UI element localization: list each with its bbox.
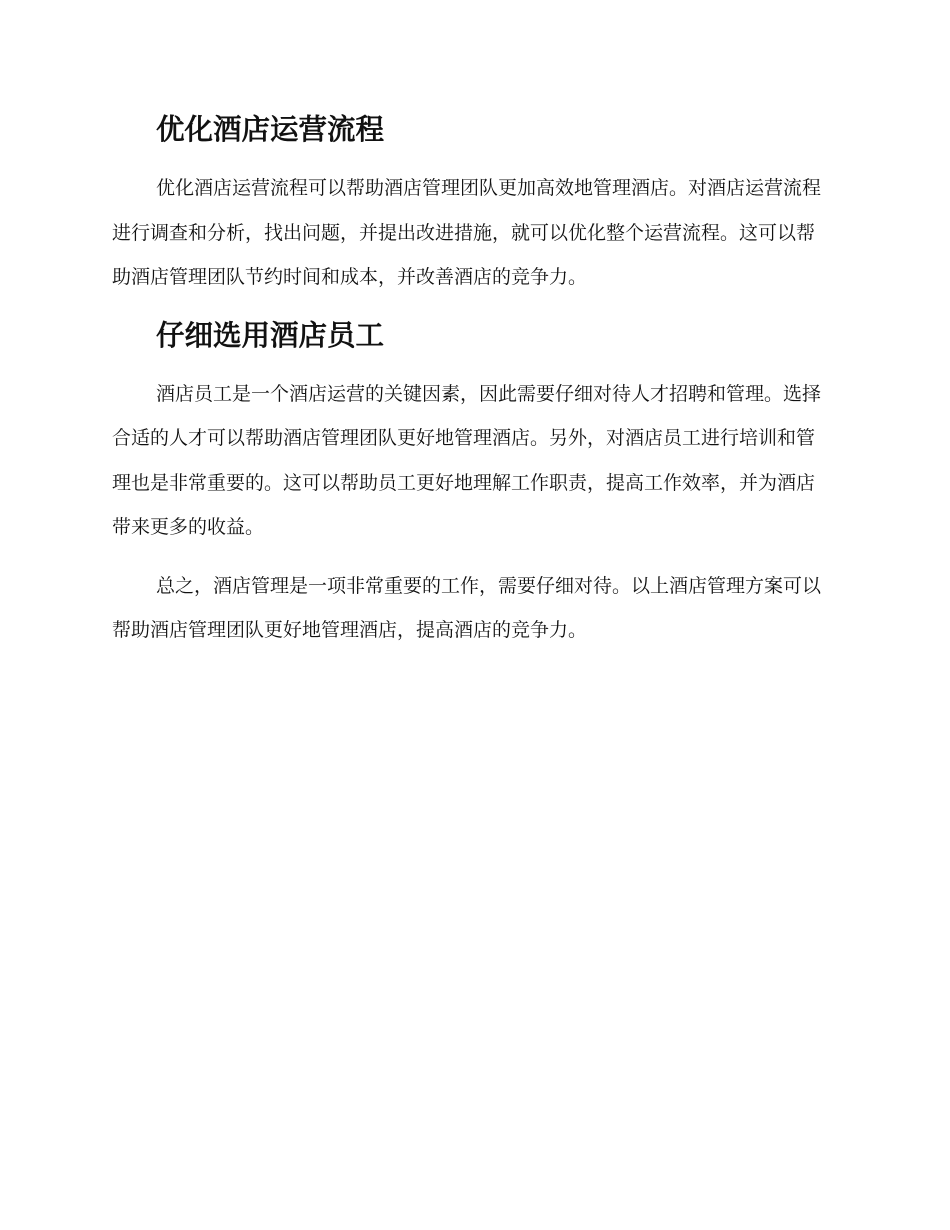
document-page [112,108,832,667]
section-heading-staff: 仔细选用酒店员工 [156,318,385,352]
conclusion-paragraph: 总之，酒店管理是一项非常重要的工作，需要仔细对待。以上酒店管理方案可以帮助酒店管理团队更好地管理酒店，提高酒店的竞争力。 [112,574,822,641]
section-heading-operations: 优化酒店运营流程 [156,113,385,146]
section-paragraph-operations: 优化酒店运营流程可以帮助酒店管理团队更加高效地管理酒店。对酒店运营流程进行调查和分析，找出问题，并提出改进措施，就可以优化整个运营流程。这可以帮助酒店管理团队节约时间和成本，并改善酒店的竞争力。 [112,177,822,288]
section-paragraph-staff: 酒店员工是一个酒店运营的关键因素，因此需要仔细对待人才招聘和管理。选择合适的人才可以帮助酒店管理团队更好地管理酒店。另外，对酒店员工进行培训和管理也是非常重要的。这可以帮助员工更好地理解工作职责，提高工作效率，并为酒店带来更多的收益。 [112,382,822,538]
